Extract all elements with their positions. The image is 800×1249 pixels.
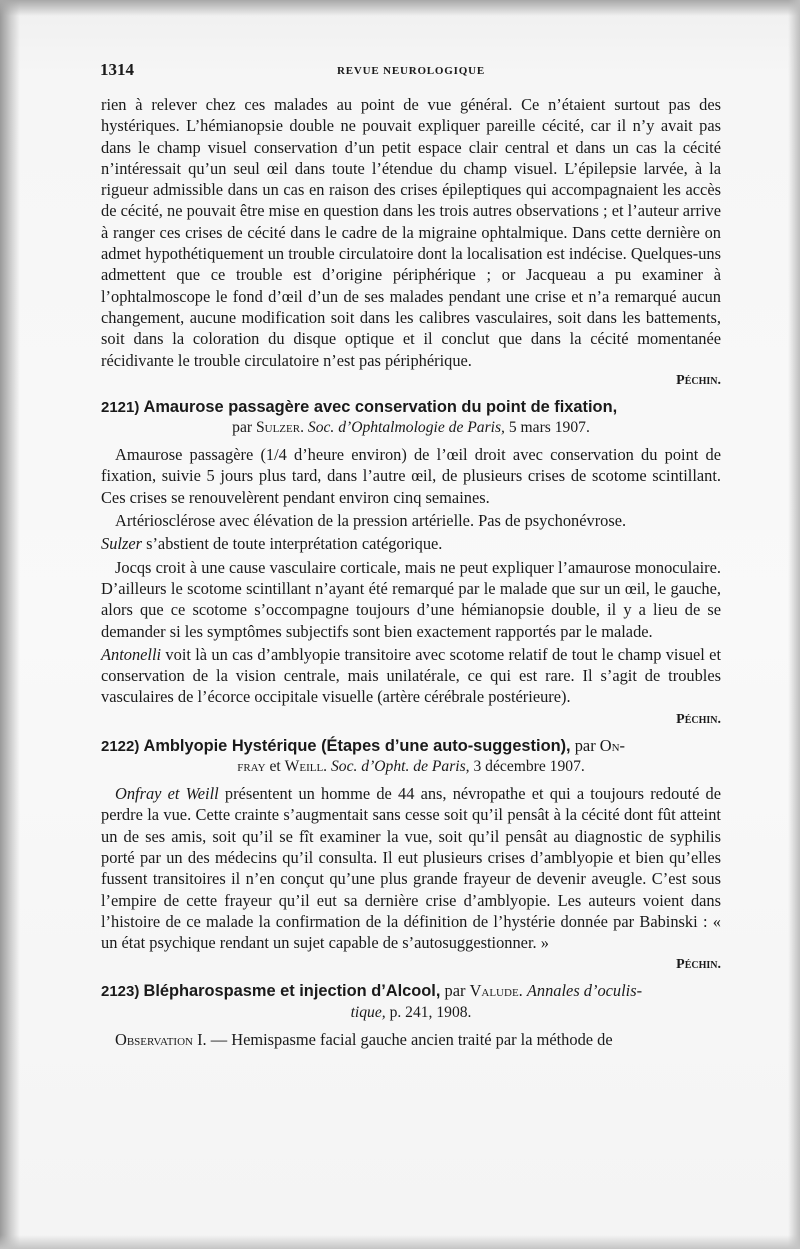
person-name: Sulzer	[101, 534, 142, 554]
entry-body	[101, 783, 721, 974]
entry-citation: par Sulzer. Soc. d’Ophtalmologie de Paris, 5 mars 1907.	[232, 419, 590, 437]
entry-title: Blépharospasme et injection d’Alcool,	[143, 982, 441, 1001]
scan-shadow-top	[0, 0, 800, 16]
intro-paragraph	[101, 94, 721, 390]
citation-author: On-	[599, 735, 626, 755]
entry-2122	[101, 735, 721, 975]
observation-label: Observation I.	[115, 1029, 207, 1049]
entry-number: 2121)	[101, 398, 140, 416]
citation-author: Sulzer.	[255, 419, 304, 437]
entry-paragraph: Antonelli voit là un cas d’amblyopie transitoire avec scotome relatif de tout le champ visuel et conservation de la vision centrale, mais unilatérale, ce qui est rare. Il s’agit de troubles vasculaires de l’écorce occipitale visuelle (artère cérébrale postérieure).	[101, 644, 721, 707]
entry-number: 2122)	[101, 737, 140, 755]
entry-body	[101, 444, 721, 729]
entry-citation: fray et Weill. Soc. d’Opht. de Paris, 3 décembre 1907.	[237, 758, 585, 776]
scan-shadow-right	[788, 0, 800, 1249]
entry-paragraph: Sulzer s’abstient de toute interprétation catégorique.	[101, 534, 443, 554]
citation-author: Weill.	[284, 758, 328, 776]
person-name: Antonelli	[101, 644, 162, 664]
intro-signature: Péchin.	[676, 372, 721, 388]
citation-journal: Soc. d’Opht. de Paris,	[330, 758, 470, 776]
citation-author: Valude.	[469, 981, 523, 1001]
entry-paragraph: Onfray et Weill présentent un homme de 44 ans, névropathe et qui a toujours redouté de perdre la vue. Cette crainte s’augmentait sans cesse soit qu’il pensât à la cécité dont fût atteint un de ses amis, soit qu’il se fît examiner la vue, soit qu’il pensât au diagnostic de syphilis porté par un des médecins qu’il consulta. Il eut plusieurs crises d’amblyopie et bien qu’elles fussent transitoires il n’en conçut qu’une plus grande frayeur de devenir aveugle. C’est sous l’empire de cette frayeur qu’il eut sa dernière crise d’amblyopie. Les auteurs voient dans l’histoire de ce malade la confirmation de la définition de l’hystérie donnée par Babinski : « un état psychique rendant un sujet capable de s’autosuggestionner. »	[101, 784, 721, 953]
entry-signature: Péchin.	[676, 711, 721, 727]
entry-body	[101, 1029, 721, 1050]
entry-title: Amaurose passagère avec conservation du point de fixation,	[143, 397, 618, 416]
page-body	[101, 94, 721, 1052]
entry-citation: tique, p. 241, 1908.	[350, 1003, 472, 1021]
scan-shadow-bottom	[0, 1235, 800, 1249]
entry-2121	[101, 396, 721, 729]
citation-page: p. 241, 1908.	[389, 1003, 472, 1021]
citation-journal: Soc. d’Ophtalmologie de Paris,	[307, 419, 505, 437]
citation-date: 5 mars 1907.	[508, 419, 590, 437]
page-number: 1314	[100, 60, 134, 79]
entry-title: Amblyopie Hystérique (Étapes d’une auto-suggestion),	[143, 736, 571, 755]
scan-shadow-left	[0, 0, 20, 1249]
running-title: REVUE NEUROLOGIQUE	[337, 65, 485, 77]
citation-journal: Annales d’oculis-	[526, 981, 643, 1001]
entry-paragraph: Jocqs croit à une cause vasculaire corticale, mais ne peut expliquer l’amaurose monoculaire. D’ailleurs le scotome scintillant n’ayant été remarqué par le malade que sur un œil, le gauche, alors que ce scotome s’occompagne toujours d’une hémianopsie double, il y a lieu de se demander si les symptômes subjectifs sont bien exactement rapportés par le malade.	[101, 557, 721, 641]
entry-number: 2123)	[101, 983, 140, 1001]
intro-text: rien à relever chez ces malades au point de vue général. Ce n’étaient surtout pas des hystériques. L’hémianopsie double ne pouvait expliquer pareille cécité, car il n’y avait pas dans le champ visuel conservation d’un petit espace clair central et dans un cas la cécité n’intéressait qu’un seul œil dans toute l’étendue du champ visuel. L’épilepsie larvée, à la rigueur admissible dans un cas en raison des crises épileptiques qui accompagnaient les accès de cécité, ne pouvait être mise en question dans les trois autres observations ; et l’auteur arrive à ranger ces crises de cécité dans le cadre de la migraine ophtalmique. Dans cette dernière on admet hypothétiquement un trouble circulatoire dont la localisation est indécise. Quelques-uns admettent que ce trouble est d’origine périphérique ; or Jacqueau a pu examiner à l’ophtalmoscope le fond d’œil d’un de ses malades pendant une crise et n’a remarqué aucun changement, aucune modification soit dans les calibres vasculaires, soit dans les battements, soit dans la coloration du disque optique et il conclut que dans la cécité momentanée récidivante le trouble circulatoire n’est pas périphérique.	[101, 95, 721, 370]
entry-2123	[101, 980, 721, 1050]
entry-paragraph: Amaurose passagère (1/4 d’heure environ) de l’œil droit avec conservation du point de fixation, suivie 5 jours plus tard, dans l’autre œil, de plusieurs crises de scotome scintillant. Ces crises se renouvelèrent pendant environ cinq semaines.	[101, 445, 721, 507]
entry-heading: 2122) Amblyopie Hystérique (Étapes d’une auto-suggestion), par On-	[101, 735, 626, 755]
entry-heading	[101, 396, 721, 418]
page-header	[100, 60, 722, 84]
entry-paragraph: Observation I. — Hemispasme facial gauche ancien traité par la méthode de	[115, 1029, 613, 1049]
entry-signature: Péchin.	[676, 957, 721, 973]
person-name: Onfray et Weill	[115, 784, 219, 804]
citation-date: 3 décembre 1907.	[473, 758, 585, 776]
entry-paragraph: Artériosclérose avec élévation de la pression artérielle. Pas de psychonévrose.	[115, 511, 627, 531]
entry-heading: 2123) Blépharospasme et injection d’Alcool, par Valude. Annales d’oculis-	[101, 981, 643, 1001]
